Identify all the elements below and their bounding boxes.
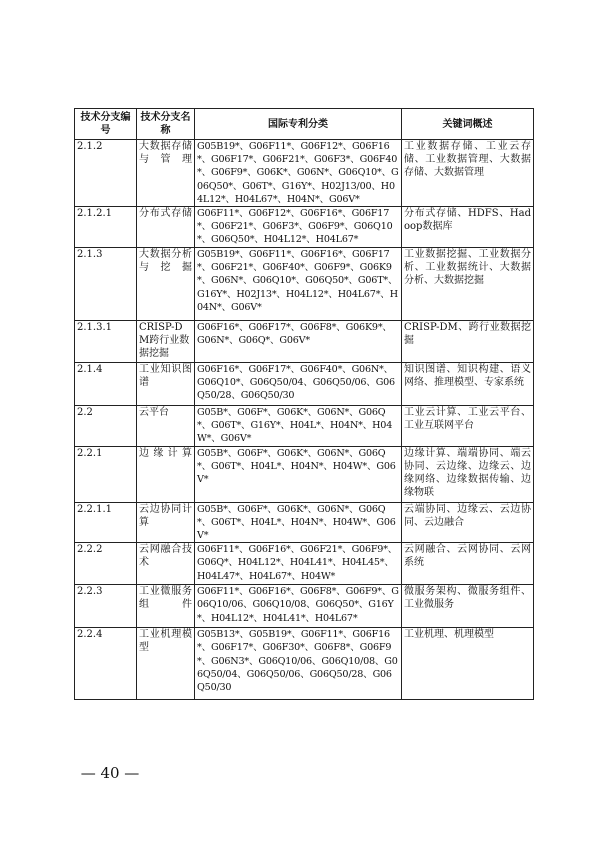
header-keywords: 关键词概述 [402, 109, 534, 140]
cell-keywords: 微服务架构、微服务组件、工业微服务 [402, 585, 534, 628]
cell-name: 云平台 [137, 406, 195, 447]
cell-ipc: G05B19*、G06F11*、G06F12*、G06F16*、G06F17*、G06F21*、G06F3*、G06F40*、G06F9*、G06K*、G06N*、G06Q10*、G06Q50*、G06T*、G16Y*、H02J13/00、H04L12*、H04L67*、H04N*、G06V* [195, 140, 402, 207]
cell-name: 工业微服务组件 [137, 585, 195, 628]
cell-keywords: 工业云计算、工业云平台、工业互联网平台 [402, 406, 534, 447]
cell-name: 边缘计算 [137, 446, 195, 502]
cell-code: 2.2.4 [75, 628, 137, 700]
classification-table [74, 108, 534, 700]
table-row [75, 140, 534, 207]
cell-code: 2.1.2.1 [75, 207, 137, 248]
cell-keywords: 工业机理、机理模型 [402, 628, 534, 700]
cell-keywords: 知识图谱、知识构建、语义网络、推理模型、专家系统 [402, 363, 534, 406]
cell-name: 分布式存储 [137, 207, 195, 248]
cell-keywords: 分布式存储、HDFS、Hadoop数据库 [402, 207, 534, 248]
cell-ipc: G06F16*、G06F17*、G06F40*、G06N*、G06Q10*、G06Q50/04、G06Q50/06、G06Q50/28、G06Q50/30 [195, 363, 402, 406]
table-row [75, 628, 534, 700]
cell-code: 2.1.3.1 [75, 321, 137, 363]
cell-code: 2.2.1.1 [75, 502, 137, 543]
header-ipc: 国际专利分类 [195, 109, 402, 140]
cell-code: 2.2 [75, 406, 137, 447]
cell-code: 2.2.1 [75, 446, 137, 502]
header-code: 技术分支编号 [75, 109, 137, 140]
cell-name: 大数据分析与挖掘 [137, 248, 195, 321]
cell-code: 2.2.3 [75, 585, 137, 628]
cell-name: 云边协同计算 [137, 502, 195, 543]
table-row [75, 406, 534, 447]
cell-name: CRISP-DM跨行业数据挖掘 [137, 321, 195, 363]
header-name: 技术分支名称 [137, 109, 195, 140]
cell-code: 2.1.4 [75, 363, 137, 406]
cell-keywords: 云网融合、云网协同、云网系统 [402, 543, 534, 585]
cell-ipc: G05B13*、G05B19*、G06F11*、G06F16*、G06F17*、G06F30*、G06F8*、G06F9*、G06N3*、G06Q10/06、G06Q10/08、G06Q50/04、G06Q50/06、G06Q50/28、G06Q50/30 [195, 628, 402, 700]
cell-name: 工业机理模型 [137, 628, 195, 700]
cell-keywords: 工业数据挖掘、工业数据分析、工业数据统计、大数据分析、大数据挖掘 [402, 248, 534, 321]
table-row [75, 585, 534, 628]
cell-code: 2.1.2 [75, 140, 137, 207]
cell-name: 云网融合技术 [137, 543, 195, 585]
cell-keywords: CRISP-DM、跨行业数据挖掘 [402, 321, 534, 363]
table-row [75, 248, 534, 321]
cell-code: 2.1.3 [75, 248, 137, 321]
table-row [75, 363, 534, 406]
table-row [75, 321, 534, 363]
cell-ipc: G06F16*、G06F17*、G06F8*、G06K9*、G06N*、G06Q*、G06V* [195, 321, 402, 363]
cell-ipc: G06F11*、G06F16*、G06F8*、G06F9*、G06Q10/06、G06Q10/08、G06Q50*、G16Y*、H04L12*、H04L41*、H04L67* [195, 585, 402, 628]
cell-ipc: G05B*、G06F*、G06K*、G06N*、G06Q*、G06T*、G16Y*、H04L*、H04N*、H04W*、G06V* [195, 406, 402, 447]
table-header-row [75, 109, 534, 140]
table-row [75, 207, 534, 248]
cell-code: 2.2.2 [75, 543, 137, 585]
cell-keywords: 边缘计算、端端协同、端云协同、云边缘、边缘云、边缘网络、边缘数据传输、边缘物联 [402, 446, 534, 502]
cell-ipc: G06F11*、G06F12*、G06F16*、G06F17*、G06F21*、G06F3*、G06F9*、G06Q10*、G06Q50*、H04L12*、H04L67* [195, 207, 402, 248]
cell-ipc: G06F11*、G06F16*、G06F21*、G06F9*、G06Q*、H04L12*、H04L41*、H04L45*、H04L47*、H04L67*、H04W* [195, 543, 402, 585]
table-row [75, 502, 534, 543]
cell-keywords: 云端协同、边缘云、云边协同、云边融合 [402, 502, 534, 543]
cell-name: 工业知识图谱 [137, 363, 195, 406]
cell-keywords: 工业数据存储、工业云存储、工业数据管理、大数据存储、大数据管理 [402, 140, 534, 207]
cell-ipc: G05B19*、G06F11*、G06F16*、G06F17*、G06F21*、G06F40*、G06F9*、G06K9*、G06N*、G06Q10*、G06Q50*、G06T*、G16Y*、H02J13*、H04L12*、H04L67*、H04N*、G06V* [195, 248, 402, 321]
table-row [75, 543, 534, 585]
table-row [75, 446, 534, 502]
cell-ipc: G05B*、G06F*、G06K*、G06N*、G06Q*、G06T*、H04L*、H04N*、H04W*、G06V* [195, 502, 402, 543]
cell-name: 大数据存储与管理 [137, 140, 195, 207]
page-number: — 40 — [80, 764, 140, 782]
cell-ipc: G05B*、G06F*、G06K*、G06N*、G06Q*、G06T*、H04L*、H04N*、H04W*、G06V* [195, 446, 402, 502]
